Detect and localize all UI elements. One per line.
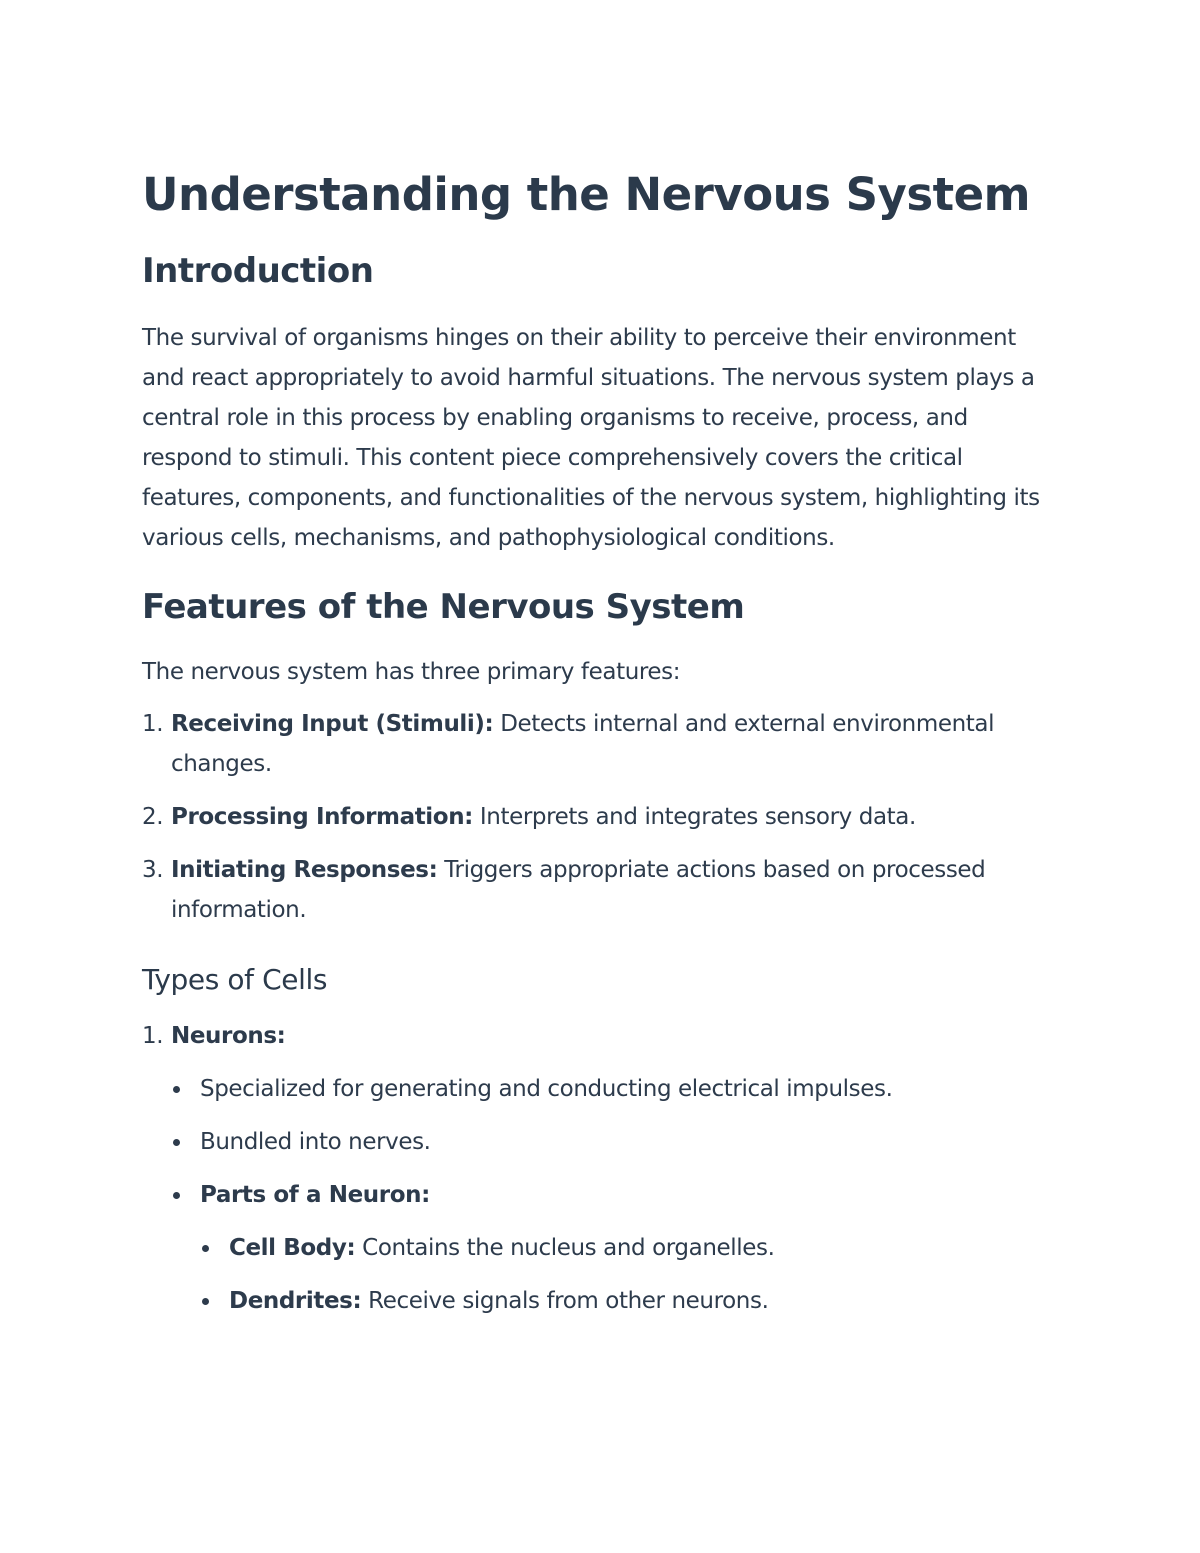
bullet-text: Specialized for generating and conducting electrical impulses.: [200, 1076, 893, 1102]
list-item-parts-of-neuron: [171, 1175, 1057, 1321]
bullet-text: Bundled into nerves.: [200, 1129, 431, 1155]
neuron-parts-list: [200, 1228, 1057, 1321]
feature-description: Triggers appropriate actions based on processed information.: [171, 857, 986, 923]
list-item: [171, 1069, 1057, 1109]
bullet-icon: [173, 1139, 180, 1146]
introduction-paragraph: The survival of organisms hinges on their ability to perceive their environment and react appropriately to avoid harmful situations. The nervous system plays a central role in this process by enabling organisms to receive, process, and respond to stimuli. This content piece comprehensively covers the critical features, components, and functionalities of the nervous system, highlighting its various cells, mechanisms, and pathophysiological conditions.: [142, 325, 1040, 551]
page-title: Understanding the Nervous System: [142, 168, 1031, 221]
part-term: Cell Body:: [229, 1235, 356, 1261]
part-description: Contains the nucleus and organelles.: [355, 1235, 775, 1261]
feature-term: Initiating Responses:: [171, 857, 438, 883]
list-number: 3.: [142, 857, 164, 883]
list-item-dendrites: [200, 1281, 1057, 1321]
feature-item-initiating-responses: [142, 850, 1057, 930]
cell-types-heading: Types of Cells: [142, 963, 328, 996]
bullet-icon: [202, 1298, 209, 1305]
document-page: [142, 160, 1057, 1321]
part-term: Dendrites:: [229, 1288, 362, 1314]
neuron-bullet-list: [171, 1069, 1057, 1321]
cell-types-list: [142, 1016, 1057, 1321]
feature-item-receiving-input: [142, 704, 1057, 784]
cell-type-term: Neurons:: [171, 1023, 286, 1049]
features-heading: Features of the Nervous System: [142, 587, 745, 627]
feature-description: Detects internal and external environmental changes.: [171, 711, 995, 777]
cell-type-item-neurons: [142, 1016, 1057, 1321]
feature-term: Processing Information:: [171, 804, 473, 830]
feature-term: Receiving Input (Stimuli):: [171, 711, 494, 737]
list-number: 1.: [142, 711, 164, 737]
feature-item-processing-information: [142, 797, 1057, 837]
features-list: [142, 704, 1057, 930]
feature-description: Interprets and integrates sensory data.: [472, 804, 916, 830]
list-number: 1.: [142, 1023, 164, 1049]
part-description: Receive signals from other neurons.: [361, 1288, 769, 1314]
list-item-cell-body: [200, 1228, 1057, 1268]
parts-term: Parts of a Neuron:: [200, 1182, 430, 1208]
bullet-icon: [173, 1192, 180, 1199]
bullet-icon: [202, 1245, 209, 1252]
bullet-icon: [173, 1086, 180, 1093]
list-item: [171, 1122, 1057, 1162]
introduction-heading: Introduction: [142, 251, 374, 291]
list-number: 2.: [142, 804, 164, 830]
features-lead-text: The nervous system has three primary features:: [142, 659, 681, 685]
